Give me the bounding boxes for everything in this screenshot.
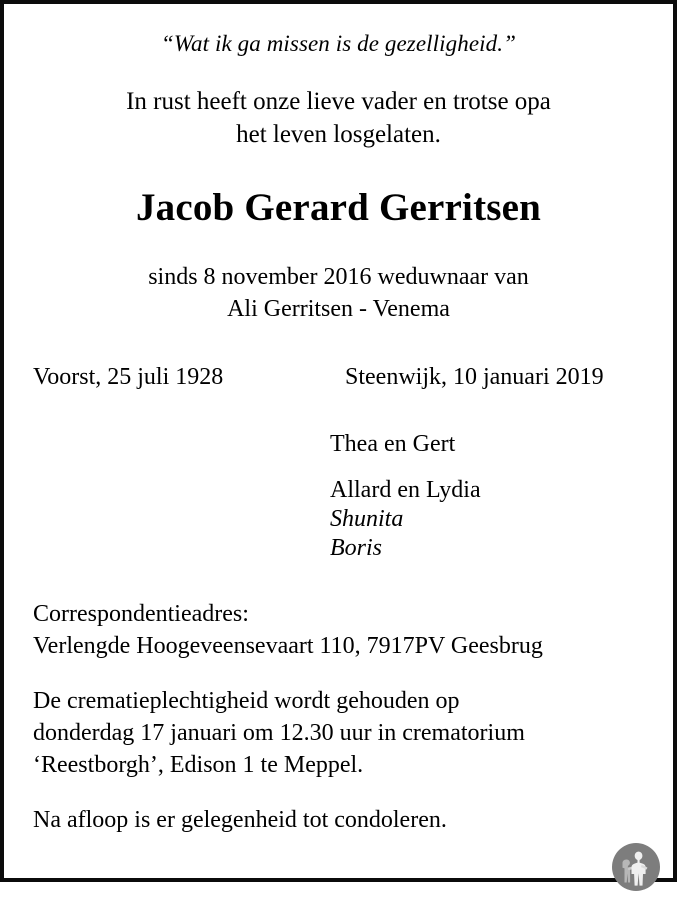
intro-text: [28, 85, 649, 151]
survivor-name: Thea en Gert: [330, 431, 456, 458]
ceremony-line-3: ‘Reestborgh’, Edison 1 te Meppel.: [33, 751, 364, 778]
widower-since-line: sinds 8 november 2016 weduwnaar van: [148, 264, 529, 291]
condolence-note: Na afloop is er gelegenheid tot condoleren.: [33, 807, 447, 834]
survivor-group: [330, 430, 649, 459]
survivor-group: [330, 476, 649, 564]
ceremony-line-1: De crematieplechtigheid wordt gehouden op: [33, 687, 460, 714]
correspondence-label: Correspondentieadres:: [33, 601, 249, 628]
correspondence-address-line: Verlengde Hoogeveensevaart 110, 7917PV Geesbrug: [33, 632, 543, 659]
deceased-name: Jacob Gerard Gerritsen: [135, 185, 542, 229]
ceremony-line-2: donderdag 17 januari om 12.30 uur in crematorium: [33, 719, 525, 746]
embracing-figures-icon: [611, 842, 661, 892]
memorial-quote: “Wat ik ga missen is de gezelligheid.”: [161, 31, 516, 56]
grandchild-name: Shunita: [330, 505, 404, 532]
birth-place-date: Voorst, 25 juli 1928: [33, 364, 224, 391]
correspondence-address: [28, 599, 649, 661]
death-place-date: Steenwijk, 10 januari 2019: [345, 364, 604, 391]
survivor-name: Allard en Lydia: [330, 476, 481, 503]
spouse-name: Ali Gerritsen - Venema: [227, 296, 450, 323]
spouse-info: [28, 262, 649, 326]
intro-line-2: het leven losgelaten.: [236, 120, 441, 148]
life-dates: [28, 363, 649, 393]
notice-content: [4, 30, 673, 904]
survivors-list: [28, 430, 649, 563]
grandchild-name: Boris: [330, 535, 383, 562]
intro-line-1: In rust heeft onze lieve vader en trotse opa: [126, 87, 551, 115]
ceremony-details: [28, 686, 649, 782]
funeral-home-logo: [611, 842, 661, 892]
